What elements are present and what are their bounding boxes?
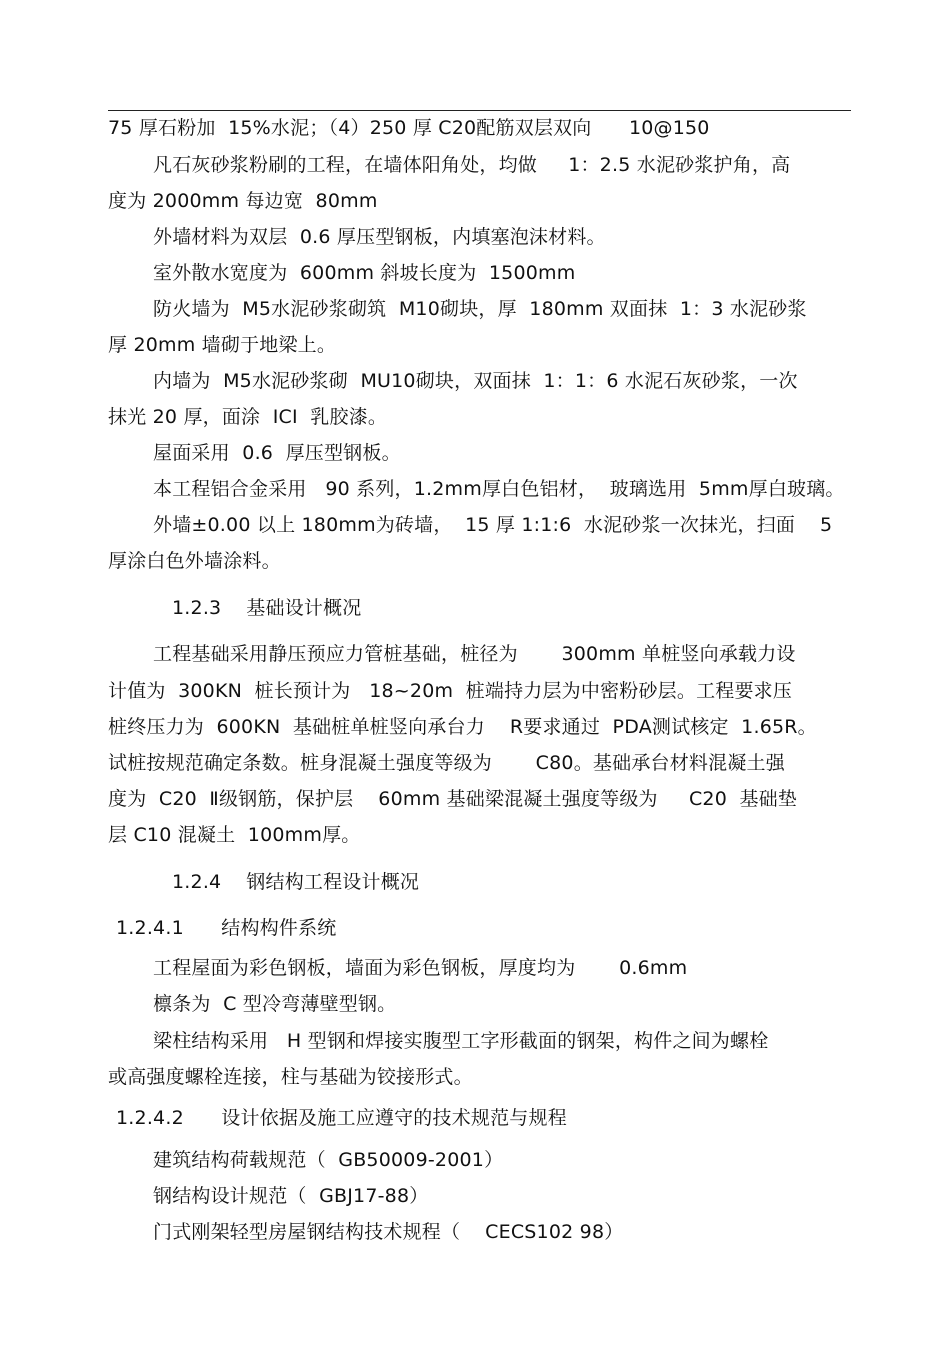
header-rule (108, 110, 851, 111)
text-line-4: 外墙材料为双层 0.6 厚压型钢板，内填塞泡沫材料。 (153, 226, 606, 248)
text-line-2: 凡石灰砂浆粉刷的工程，在墙体阳角处，均做 1：2.5 水泥砂浆护角，高 (153, 154, 791, 176)
text-line-12: 外墙±0.00 以上 180mm为砖墙， 15 厚 1:1:6 水泥砂浆一次抹光，扫面 5 (153, 514, 833, 536)
standard-item-1: 建筑结构荷载规范（ GB50009-2001） (153, 1149, 504, 1171)
text-line-13: 厚涂白色外墙涂料。 (108, 550, 281, 572)
section-heading-1-2-4: 1.2.4 钢结构工程设计概况 (172, 871, 420, 893)
text-line-17: 桩终压力为 600KN 基础桩单桩竖向承台力 R要求通过 PDA测试核定 1.65R。 (108, 716, 817, 738)
text-line-8: 内墙为 M5水泥砂浆砌 MU10砌块，双面抹 1：1：6 水泥石灰砂浆，一次 (153, 370, 798, 392)
text-line-6: 防火墙为 M5水泥砂浆砌筑 M10砌块，厚 180mm 双面抹 1：3 水泥砂浆 (153, 298, 807, 320)
text-line-19: 度为 C20 Ⅱ级钢筋，保护层 60mm 基础梁混凝土强度等级为 C20 基础垫 (108, 788, 798, 810)
text-line-24: 檩条为 C 型冷弯薄壁型钢。 (153, 993, 397, 1015)
subsection-heading-1-2-4-2: 1.2.4.2 设计依据及施工应遵守的技术规范与规程 (116, 1107, 567, 1129)
text-line-9: 抹光 20 厚，面涂 ICI 乳胶漆。 (108, 406, 388, 428)
section-heading-1-2-3: 1.2.3 基础设计概况 (172, 597, 362, 619)
text-line-11: 本工程铝合金采用 90 系列，1.2mm厚白色铝材， 玻璃选用 5mm厚白玻璃。 (153, 478, 845, 500)
text-line-18: 试桩按规范确定条数。桩身混凝土强度等级为 C80。基础承台材料混凝土强 (108, 752, 785, 774)
text-line-7: 厚 20mm 墙砌于地梁上。 (108, 334, 337, 356)
text-line-10: 屋面采用 0.6 厚压型钢板。 (153, 442, 401, 464)
text-line-25: 梁柱结构采用 H 型钢和焊接实腹型工字形截面的钢架，构件之间为螺栓 (153, 1030, 769, 1052)
subsection-heading-1-2-4-1: 1.2.4.1 结构构件系统 (116, 917, 337, 939)
text-line-16: 计值为 300KN 桩长预计为 18~20m 桩端持力层为中密粉砂层。工程要求压 (108, 680, 793, 702)
text-line-23: 工程屋面为彩色钢板，墙面为彩色钢板，厚度均为 0.6mm (153, 957, 688, 979)
text-line-5: 室外散水宽度为 600mm 斜坡长度为 1500mm (153, 262, 576, 284)
text-line-3: 度为 2000mm 每边宽 80mm (108, 190, 378, 212)
standard-item-2: 钢结构设计规范（ GBJ17-88） (153, 1185, 429, 1207)
text-line-1: 75 厚石粉加 15%水泥；（4）250 厚 C20配筋双层双向 10@150 (108, 117, 710, 139)
text-line-26: 或高强度螺栓连接，柱与基础为铰接形式。 (108, 1066, 473, 1088)
text-line-20: 层 C10 混凝土 100mm厚。 (108, 824, 361, 846)
standard-item-3: 门式刚架轻型房屋钢结构技术规程（ CECS102 98） (153, 1221, 624, 1243)
text-line-15: 工程基础采用静压预应力管桩基础，桩径为 300mm 单桩竖向承载力设 (153, 643, 796, 665)
